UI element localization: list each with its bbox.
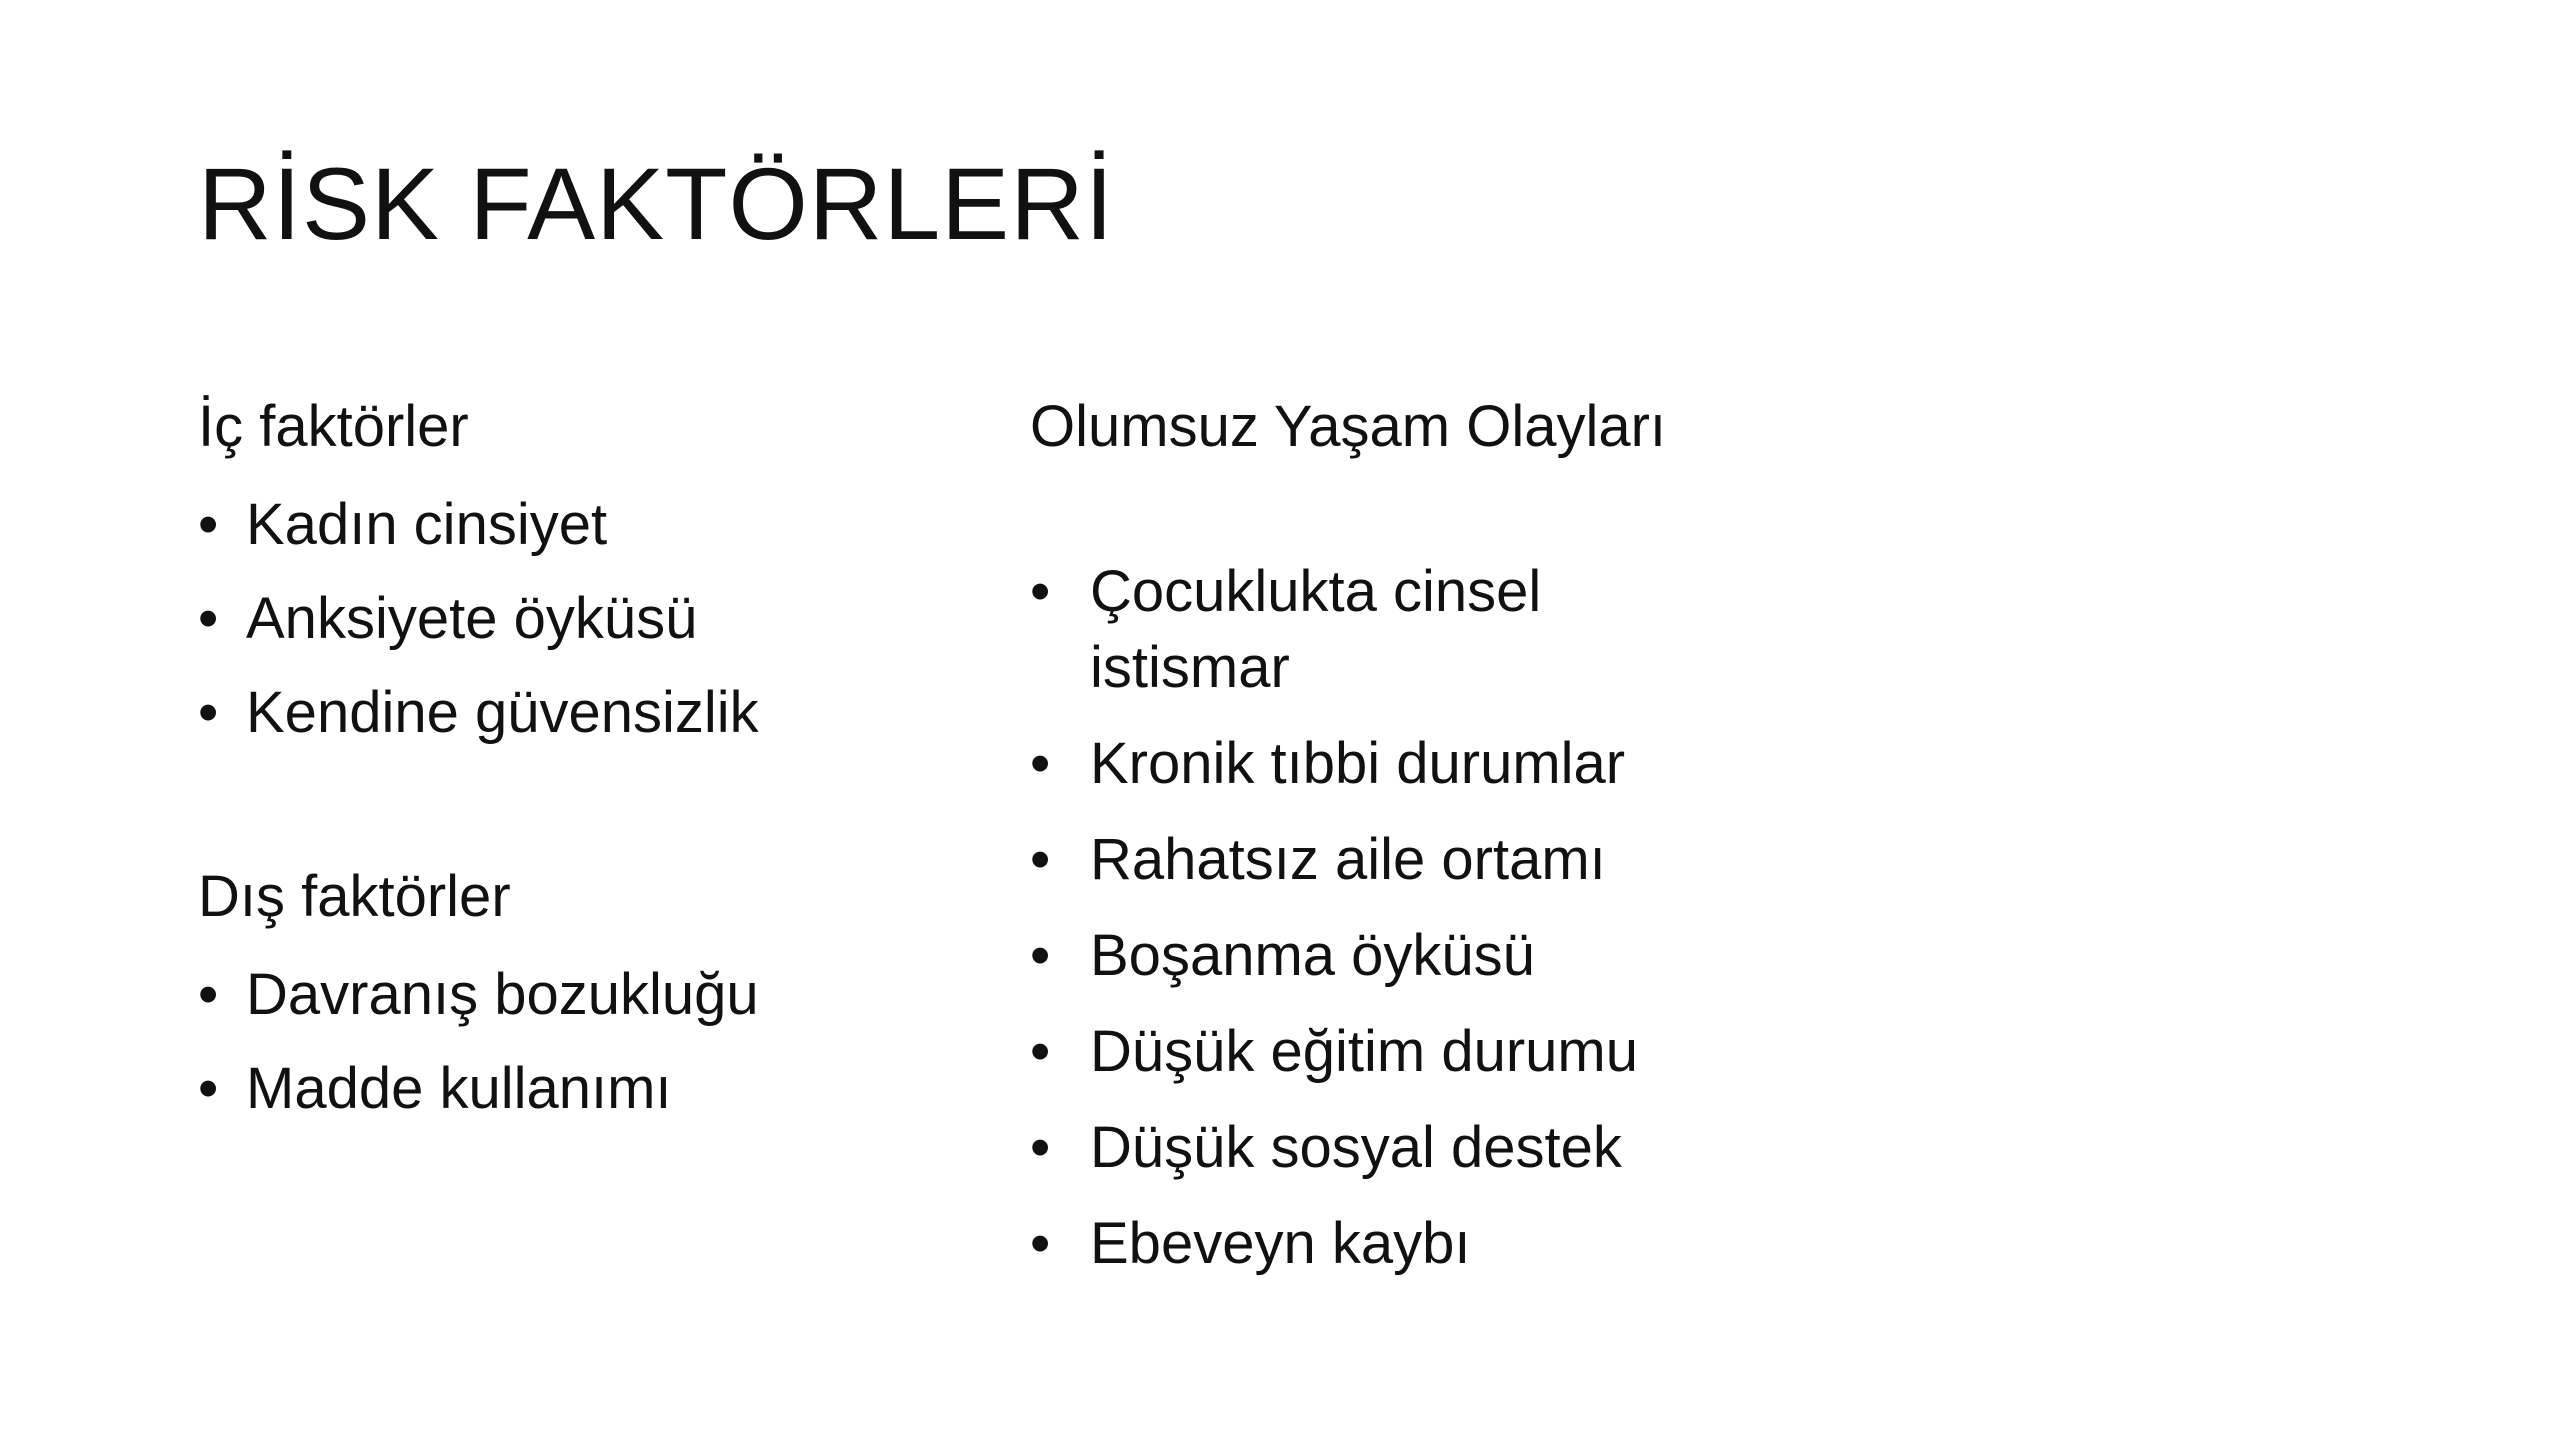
- slide-title: RİSK FAKTÖRLERİ: [198, 147, 1115, 261]
- list-item: [198, 492, 958, 557]
- bullet-icon: •: [198, 1056, 219, 1121]
- section-heading-life-events: Olumsuz Yaşam Olayları: [1030, 394, 1667, 459]
- life-events-list: [1030, 554, 1730, 1282]
- internal-factors-list: [198, 492, 958, 745]
- list-item-text: Ebeveyn kaybı: [1090, 1211, 1471, 1276]
- list-item: [1030, 918, 1730, 994]
- list-item-text: Kendine güvensizlik: [246, 680, 759, 745]
- list-item: [1030, 726, 1730, 802]
- list-item-text: Düşük eğitim durumu: [1090, 1019, 1638, 1084]
- bullet-icon: •: [1030, 923, 1051, 988]
- bullet-icon: •: [198, 962, 219, 1027]
- bullet-icon: •: [1030, 559, 1051, 624]
- list-item-text: Anksiyete öyküsü: [246, 586, 698, 651]
- right-column: [1030, 394, 1730, 1282]
- list-item-text: Düşük sosyal destek: [1090, 1115, 1622, 1180]
- section-heading-external: Dış faktörler: [198, 864, 511, 929]
- list-item-text: Kadın cinsiyet: [246, 492, 608, 557]
- bullet-icon: •: [1030, 1115, 1051, 1180]
- bullet-icon: •: [1030, 731, 1051, 796]
- list-item: [198, 1056, 958, 1121]
- section-heading-internal: İç faktörler: [198, 394, 469, 459]
- list-item-text: Davranış bozukluğu: [246, 962, 759, 1027]
- list-item: [1030, 1110, 1730, 1186]
- list-item-text: Rahatsız aile ortamı: [1090, 827, 1606, 892]
- bullet-icon: •: [198, 680, 219, 745]
- list-item-text: Kronik tıbbi durumlar: [1090, 731, 1626, 796]
- list-item-text: Çocuklukta cinsel istismar: [1090, 559, 1542, 700]
- list-item: [198, 680, 958, 745]
- left-column: [198, 394, 958, 1121]
- bullet-icon: •: [1030, 1019, 1051, 1084]
- list-item-text: Boşanma öyküsü: [1090, 923, 1535, 988]
- list-item: [198, 962, 958, 1027]
- list-item: [1030, 554, 1730, 706]
- bullet-icon: •: [198, 492, 219, 557]
- list-item-text: Madde kullanımı: [246, 1056, 672, 1121]
- external-factors-list: [198, 962, 958, 1121]
- list-item: [198, 586, 958, 651]
- bullet-icon: •: [198, 586, 219, 651]
- bullet-icon: •: [1030, 827, 1051, 892]
- list-item: [1030, 822, 1730, 898]
- list-item: [1030, 1014, 1730, 1090]
- list-item: [1030, 1206, 1730, 1282]
- bullet-icon: •: [1030, 1211, 1051, 1276]
